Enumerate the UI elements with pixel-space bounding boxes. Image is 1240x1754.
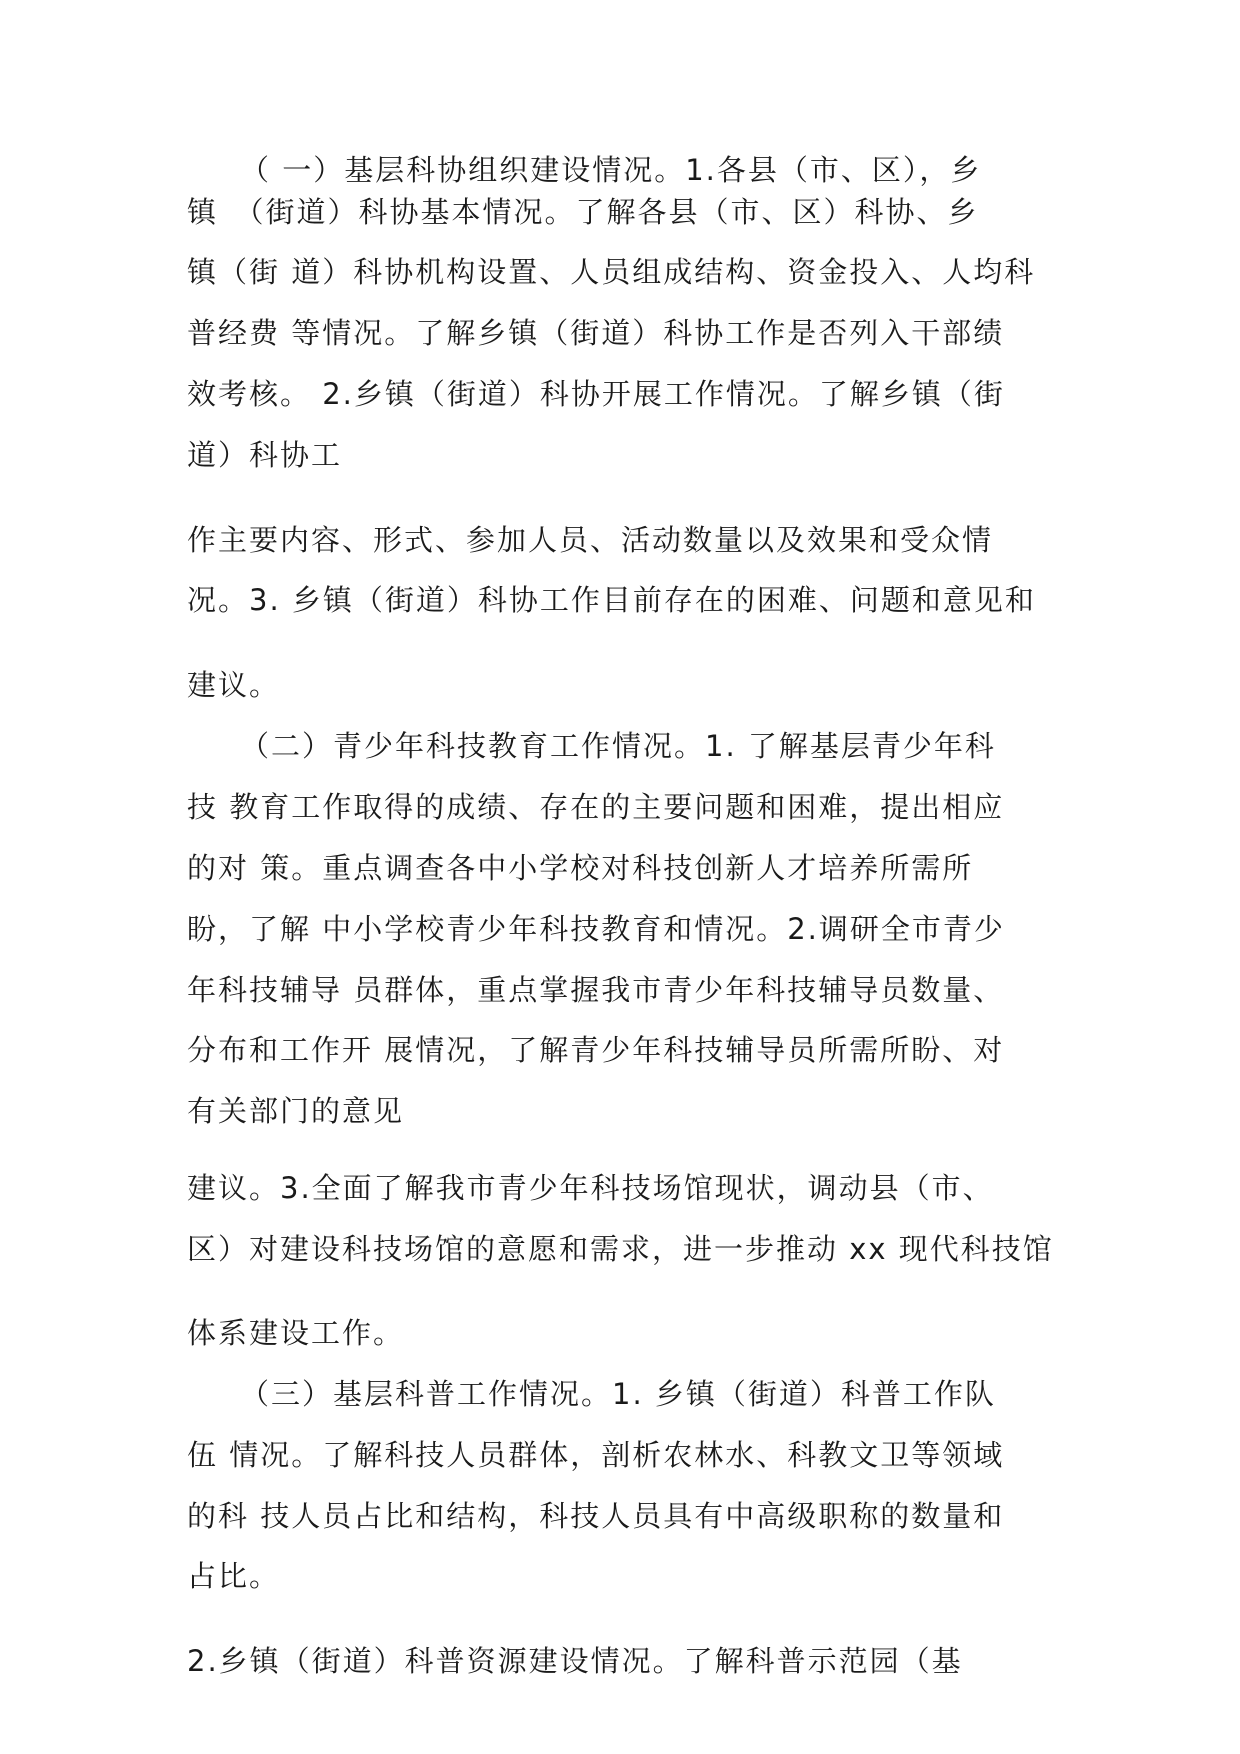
- text-line: 效考核。 2.乡镇（街道）科协开展工作情况。了解乡镇（街: [187, 377, 1005, 411]
- text-line: 分布和工作开 展情况，了解青少年科技辅导员所需所盼、对: [187, 1033, 1005, 1067]
- text-line: 的对 策。重点调查各中小学校对科技创新人才培养所需所: [187, 851, 974, 885]
- text-line: 技 教育工作取得的成绩、存在的主要问题和困难，提出相应: [187, 790, 1005, 824]
- text-line: 道）科协工: [187, 438, 343, 472]
- text-line: 建议。: [187, 668, 281, 702]
- text-line: 体系建设工作。: [187, 1316, 405, 1350]
- text-line: （二）青少年科技教育工作情况。1. 了解基层青少年科: [240, 729, 996, 763]
- text-line: （三）基层科普工作情况。1. 乡镇（街道）科普工作队: [240, 1377, 996, 1411]
- text-line: 占比。: [187, 1559, 281, 1593]
- text-line: 镇 （街道）科协基本情况。了解各县（市、区）科协、乡: [187, 195, 979, 229]
- text-line: 作主要内容、形式、参加人员、活动数量以及效果和受众情: [187, 523, 994, 557]
- text-line: 普经费 等情况。了解乡镇（街道）科协工作是否列入干部绩: [187, 316, 1005, 350]
- text-line: 建议。3.全面了解我市青少年科技场馆现状，调动县（市、: [187, 1171, 994, 1205]
- text-line: 有关部门的意见: [187, 1094, 405, 1128]
- text-line: 2.乡镇（街道）科普资源建设情况。了解科普示范园（基: [187, 1644, 963, 1678]
- text-line: 年科技辅导 员群体，重点掌握我市青少年科技辅导员数量、: [187, 973, 1005, 1007]
- text-line: 的科 技人员占比和结构，科技人员具有中高级职称的数量和: [187, 1499, 1005, 1533]
- text-line: 区）对建设科技场馆的意愿和需求，进一步推动 xx 现代科技馆: [187, 1232, 1054, 1266]
- text-line: 伍 情况。了解科技人员群体，剖析农林水、科教文卫等领域: [187, 1438, 1005, 1472]
- text-line: 镇（街 道）科协机构设置、人员组成结构、资金投入、人均科: [187, 255, 1036, 289]
- text-line: 况。3. 乡镇（街道）科协工作目前存在的困难、问题和意见和: [187, 583, 1036, 617]
- text-line: （ 一）基层科协组织建设情况。1.各县（市、区），乡: [240, 153, 982, 187]
- text-line: 盼，了解 中小学校青少年科技教育和情况。2.调研全市青少: [187, 912, 1005, 946]
